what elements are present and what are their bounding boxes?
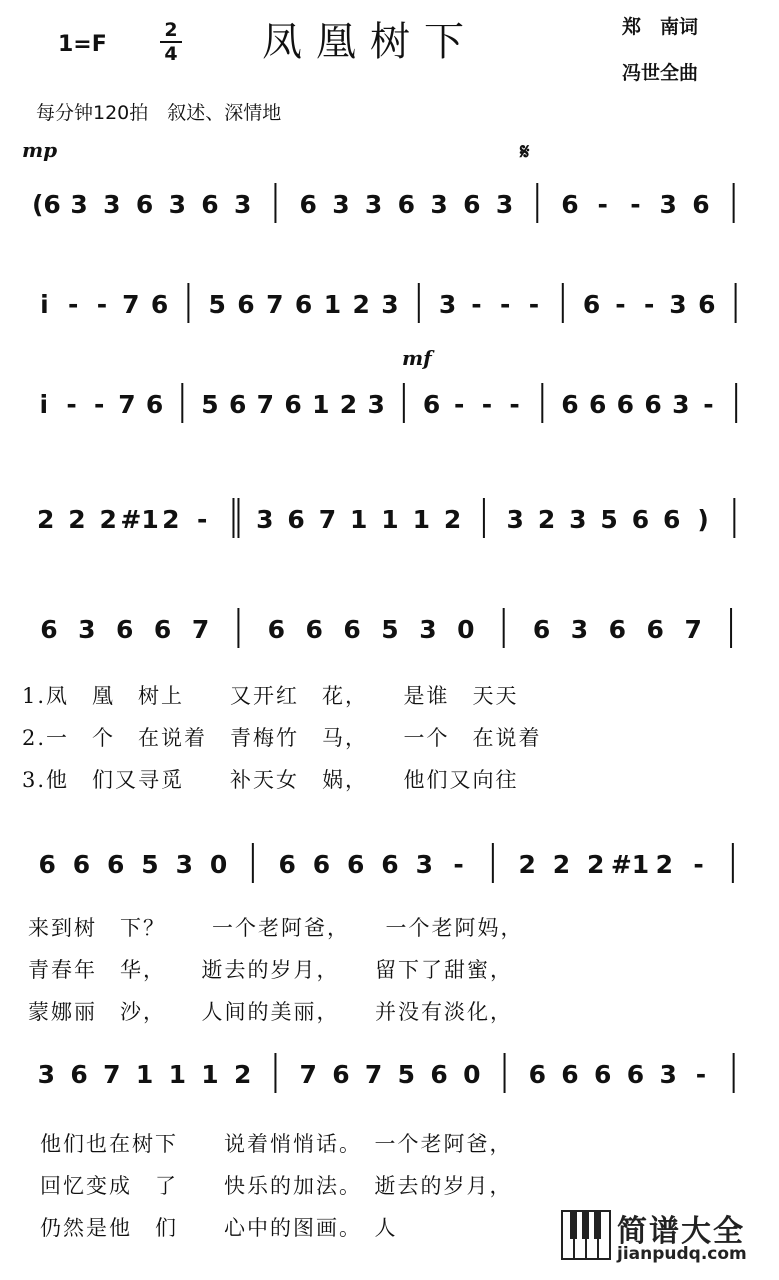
note: i	[40, 290, 49, 319]
note: -	[528, 290, 540, 319]
note: 6	[38, 850, 56, 879]
note: 3	[570, 615, 589, 644]
note: 2	[552, 850, 571, 879]
note: 6	[422, 390, 441, 419]
note: 3	[669, 290, 687, 319]
note: 6	[294, 290, 313, 319]
note: 6	[153, 615, 172, 644]
note: 6	[116, 615, 134, 644]
watermark-url: jianpudq.com	[617, 1244, 747, 1264]
note: 6	[698, 290, 716, 319]
lyric-line-2-3: 蒙娜丽 沙， 人间的美丽， 并没有淡化，	[28, 1000, 513, 1024]
note: 1	[312, 390, 330, 419]
note: 3	[415, 850, 433, 879]
notation-svg	[0, 1045, 779, 1125]
note: -	[630, 190, 641, 219]
note: 6	[332, 1060, 350, 1089]
tempo-marking: 每分钟120拍 叙述、深情地	[36, 102, 282, 124]
notation-svg	[0, 175, 779, 255]
note: 5	[600, 505, 618, 534]
staff-row-4	[0, 490, 779, 600]
note: -	[94, 390, 105, 419]
note: 7	[191, 615, 210, 644]
note: 3	[381, 290, 399, 319]
note: 6	[397, 190, 416, 219]
note: 7	[364, 1060, 383, 1089]
note: 3	[659, 190, 677, 219]
note: 2	[655, 850, 673, 879]
note: 5	[397, 1060, 416, 1089]
time-signature	[160, 20, 182, 64]
lyricist-credit: 郑 南词	[622, 16, 699, 38]
note: -	[644, 290, 655, 319]
note: -	[500, 290, 511, 319]
note: 6	[228, 390, 247, 419]
note: 3	[168, 190, 186, 219]
note: 2	[36, 505, 55, 534]
note: 3	[495, 190, 514, 219]
note: 3	[364, 190, 383, 219]
song-title: 凤凰树下	[262, 19, 478, 65]
note: 6	[561, 190, 579, 219]
note: -	[695, 1060, 707, 1089]
note: 3	[78, 615, 96, 644]
note: 3	[430, 190, 448, 219]
notation-svg	[0, 275, 779, 355]
note: 6	[582, 290, 601, 319]
note: 1	[381, 505, 399, 534]
note: 0	[209, 850, 228, 879]
note: -	[96, 290, 108, 319]
note: 2	[443, 505, 462, 534]
note: 5	[381, 615, 399, 644]
note: -	[597, 190, 608, 219]
note: 6	[561, 390, 579, 419]
lyric-line-3-3: 仍然是他 们 心中的图画。 人	[40, 1216, 398, 1240]
note: 6	[588, 390, 607, 419]
notation-svg	[0, 835, 779, 915]
note: )	[697, 505, 709, 534]
note: 3	[367, 390, 385, 419]
note: -	[615, 290, 626, 319]
note: 3	[672, 390, 690, 419]
note: 6	[299, 190, 317, 219]
key-signature: 1=F	[58, 32, 107, 57]
note: 6	[532, 615, 551, 644]
note: 6	[608, 615, 627, 644]
note: 6	[107, 850, 125, 879]
note: 6	[70, 1060, 88, 1089]
note: 2	[68, 505, 86, 534]
note: 3	[234, 190, 252, 219]
lyric-line-2-2: 青春年 华， 逝去的岁月， 留下了甜蜜，	[28, 958, 513, 982]
note: #1	[120, 505, 159, 534]
piano-keys-icon	[561, 1210, 611, 1260]
note: 6	[692, 190, 710, 219]
note: 6	[626, 1060, 645, 1089]
note: 2	[587, 850, 605, 879]
note: i	[39, 390, 49, 419]
note: 3	[659, 1060, 677, 1089]
note: 5	[208, 290, 226, 319]
note: 7	[266, 290, 284, 319]
note: 7	[684, 615, 702, 644]
note: 3	[569, 505, 587, 534]
note: -	[66, 390, 77, 419]
note: 0	[457, 615, 475, 644]
note: 2	[518, 850, 536, 879]
note: 1	[323, 290, 342, 319]
staff-row-3	[0, 375, 779, 485]
note: 6	[616, 390, 635, 419]
note: 6	[594, 1060, 612, 1089]
lyric-line-3-2: 回忆变成 了 快乐的加法。 逝去的岁月，	[40, 1174, 513, 1198]
note: 7	[299, 1060, 317, 1089]
notation-svg	[0, 375, 779, 455]
note: 7	[118, 390, 136, 419]
note: 6	[145, 390, 164, 419]
note: 7	[122, 290, 140, 319]
note: 7	[256, 390, 275, 419]
note: -	[481, 390, 493, 419]
notation-svg	[0, 490, 779, 570]
note: 6	[135, 190, 154, 219]
note: #1	[610, 850, 650, 879]
note: 3	[70, 190, 88, 219]
note: 6	[237, 290, 255, 319]
note: -	[693, 850, 704, 879]
lyric-line-1-1: 1.凤 凰 树上 又开红 花， 是谁 天天	[22, 684, 519, 708]
note: 3	[256, 505, 274, 534]
note: 6	[284, 390, 302, 419]
note: -	[509, 390, 520, 419]
note: 1	[412, 505, 431, 534]
note: 3	[438, 290, 457, 319]
note: 6	[312, 850, 331, 879]
note: 7	[103, 1060, 121, 1089]
note: -	[454, 390, 465, 419]
segno-icon: 𝄋	[520, 140, 530, 165]
note: (6	[31, 190, 61, 219]
composer-credit: 冯世全曲	[622, 62, 699, 84]
note: 6	[347, 850, 365, 879]
note: 3	[332, 190, 350, 219]
note: 6	[278, 850, 296, 879]
note: 3	[419, 615, 437, 644]
note: -	[68, 290, 79, 319]
note: 5	[201, 390, 219, 419]
note: 6	[40, 615, 58, 644]
staff-row-1	[0, 175, 779, 285]
note: 0	[463, 1060, 481, 1089]
lyric-line-1-3: 3.他 们又寻觅 补天女 娲， 他们又向往	[22, 768, 519, 792]
note: 2	[162, 505, 180, 534]
notation-svg	[0, 600, 779, 680]
note: 1	[135, 1060, 154, 1089]
note: 6	[463, 190, 481, 219]
meter-top: 2	[164, 19, 178, 41]
note: 6	[287, 505, 305, 534]
note: 6	[381, 850, 399, 879]
note: 6	[646, 615, 664, 644]
note: 6	[150, 290, 169, 319]
note: 6	[201, 190, 219, 219]
dynamic-mf: mf	[402, 346, 432, 370]
note: 7	[318, 505, 337, 534]
note: -	[471, 290, 482, 319]
note: 2	[99, 505, 117, 534]
note: 3	[175, 850, 193, 879]
note: 6	[430, 1060, 448, 1089]
note: 2	[339, 390, 358, 419]
note: -	[453, 850, 464, 879]
note: 1	[201, 1060, 219, 1089]
note: 6	[561, 1060, 579, 1089]
note: 6	[631, 505, 650, 534]
lyric-line-1-2: 2.一 个 在说着 青梅竹 马， 一个 在说着	[22, 726, 542, 750]
staff-row-2	[0, 275, 779, 385]
note: -	[703, 390, 714, 419]
note: 6	[343, 615, 361, 644]
note: -	[196, 505, 208, 534]
note: 2	[234, 1060, 252, 1089]
note: 6	[663, 505, 681, 534]
note: 6	[72, 850, 91, 879]
note: 6	[528, 1060, 546, 1089]
lyric-line-3-1: 他们也在树下 说着悄悄话。 一个老阿爸，	[40, 1132, 513, 1156]
lyric-line-2-1: 来到树 下？ 一个老阿爸， 一个老阿妈，	[28, 916, 524, 940]
note: 1	[168, 1060, 186, 1089]
note: 5	[141, 850, 159, 879]
note: 3	[103, 190, 121, 219]
watermark-name: 简谱大全	[617, 1214, 745, 1249]
note: 6	[305, 615, 323, 644]
note: 2	[352, 290, 370, 319]
note: 1	[349, 505, 368, 534]
watermark	[561, 1206, 771, 1272]
meter-bottom: 4	[164, 43, 178, 65]
dynamic-mp: mp	[22, 138, 58, 162]
note: 3	[37, 1060, 56, 1089]
note: 3	[506, 505, 524, 534]
note: 6	[267, 615, 286, 644]
note: 2	[537, 505, 556, 534]
note: 6	[644, 390, 662, 419]
